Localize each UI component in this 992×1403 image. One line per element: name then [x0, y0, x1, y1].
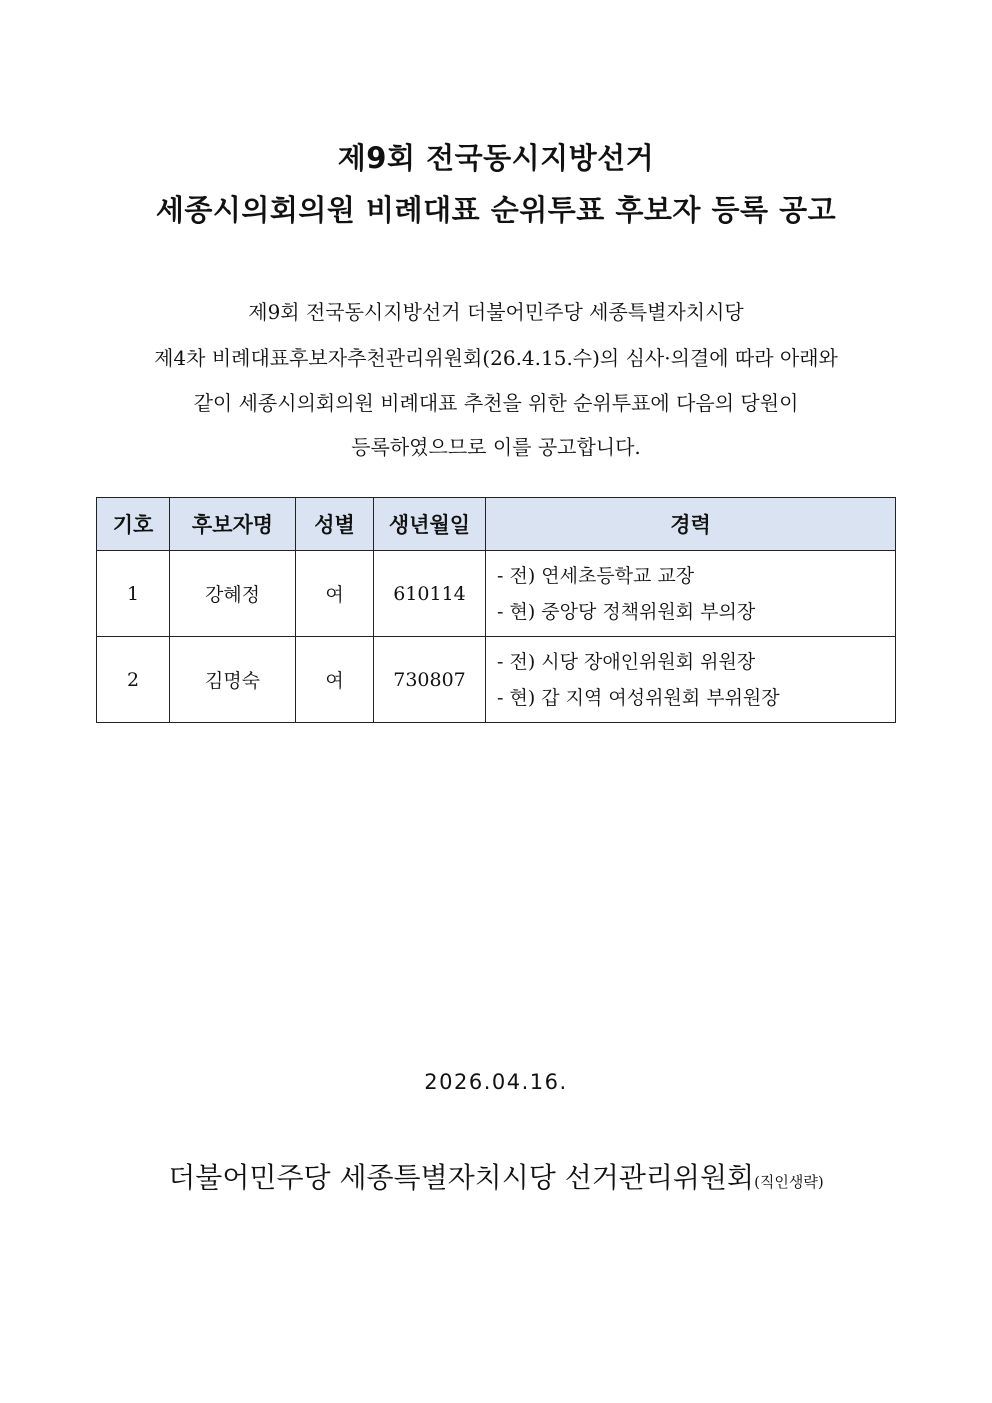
header-birthdate: 생년월일 [374, 498, 486, 551]
career-line: - 현) 갑 지역 여성위원회 부위원장 [497, 686, 780, 709]
issuer-signature [0, 1156, 992, 1196]
table-header-row [97, 498, 896, 551]
candidate-career [486, 551, 896, 637]
candidate-career [486, 637, 896, 723]
career-line: - 현) 중앙당 정책위원회 부의장 [497, 600, 756, 623]
header-career: 경력 [486, 498, 896, 551]
notice-date: 2026.04.16. [424, 1070, 568, 1094]
candidate-table [96, 497, 896, 723]
candidate-gender: 여 [296, 637, 374, 723]
candidate-gender: 여 [296, 551, 374, 637]
header-gender: 성별 [296, 498, 374, 551]
intro-line-1: 제9회 전국동시지방선거 더불어민주당 세종특별자치시당 [248, 300, 744, 324]
title-line-2: 세종시의회의원 비례대표 순위투표 후보자 등록 공고 [155, 193, 837, 227]
table-row [97, 637, 896, 723]
issuer-name: 더불어민주당 세종특별자치시당 선거관리위원회 [168, 1161, 755, 1194]
intro-line-2: 제4차 비례대표후보자추천관리위원회(26.4.15.수)의 심사·의결에 따라 아래와 [154, 346, 838, 370]
intro-line-4: 등록하였으므로 이를 공고합니다. [351, 435, 641, 459]
career-line: - 전) 시당 장애인위원회 위원장 [497, 650, 756, 673]
candidate-number: 2 [97, 637, 170, 723]
career-line: - 전) 연세초등학교 교장 [497, 564, 695, 587]
candidate-number: 1 [97, 551, 170, 637]
candidate-name: 김명숙 [170, 637, 296, 723]
candidate-birthdate: 730807 [374, 637, 486, 723]
header-number: 기호 [97, 498, 170, 551]
table-row [97, 551, 896, 637]
candidate-birthdate: 610114 [374, 551, 486, 637]
title-line-1: 제9회 전국동시지방선거 [337, 141, 655, 175]
seal-note: (직인생략) [754, 1173, 824, 1191]
candidate-name: 강혜정 [170, 551, 296, 637]
header-name: 후보자명 [170, 498, 296, 551]
intro-line-3: 같이 세종시의회의원 비례대표 추천을 위한 순위투표에 다음의 당원이 [193, 391, 799, 415]
